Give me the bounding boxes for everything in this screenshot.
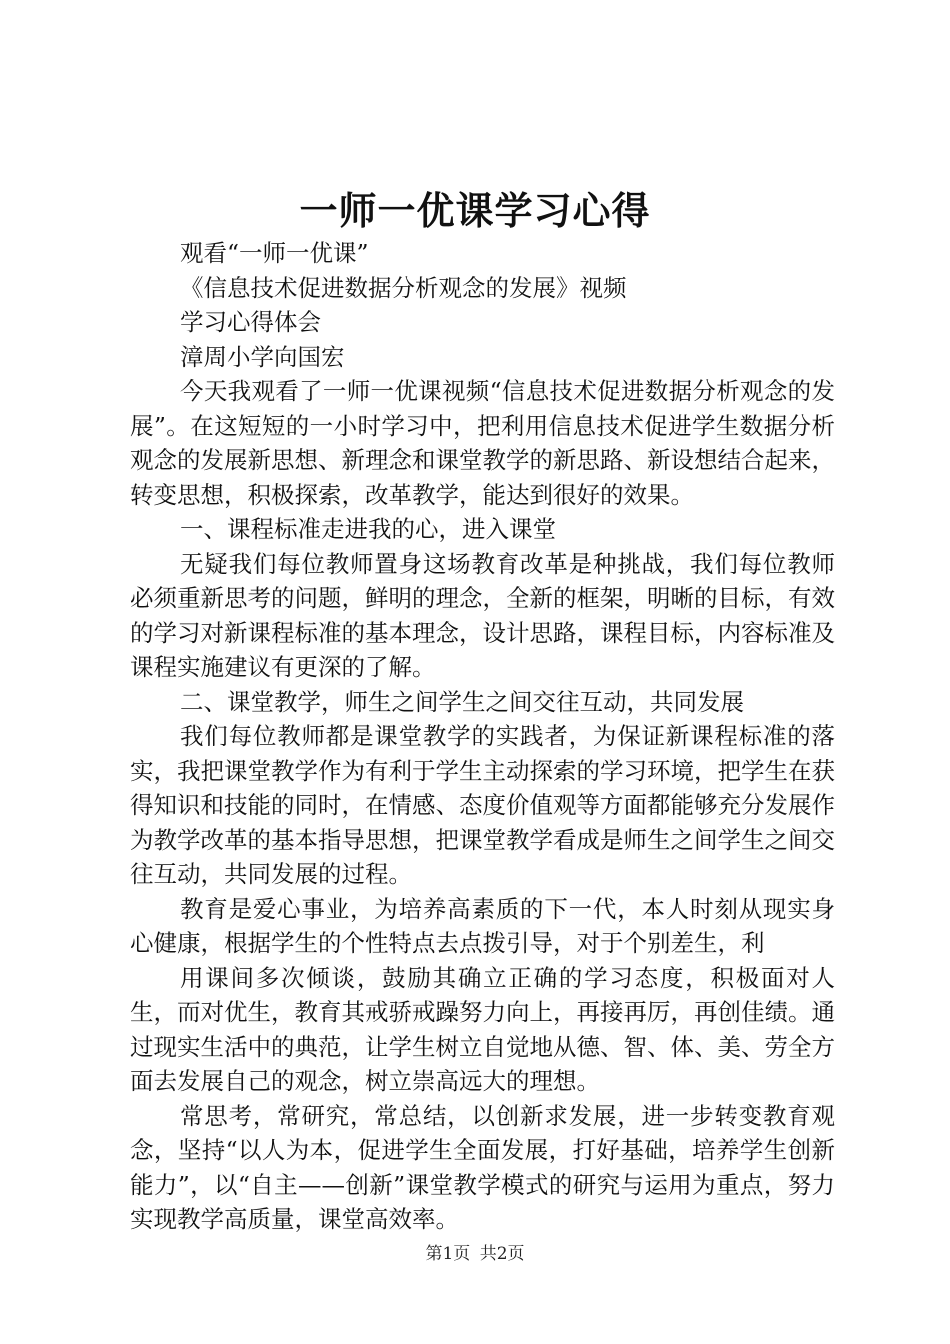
document-body xyxy=(130,236,835,1237)
section-heading-1: 一、课程标准走进我的心，进入课堂 xyxy=(180,515,556,543)
section-heading-2: 二、课堂教学，师生之间学生之间交往互动，共同发展 xyxy=(180,687,744,716)
document-title: 一师一优课学习心得 xyxy=(299,188,651,233)
page-number-total: 共2页 xyxy=(479,1244,525,1264)
author-line: 漳周小学向国宏 xyxy=(180,342,345,371)
body-paragraph: 无疑我们每位教师置身这场教育改革是种挑战，我们每位教师必须重新思考的问题，鲜明的理念，全新的框架，明晰的目标，有效的学习对新课程标准的基本理念，设计思路，课程目标，内容标准及课程实施建议有更深的了解。 xyxy=(130,549,835,681)
body-paragraph: 教育是爱心事业，为培养高素质的下一代，本人时刻从现实身心健康，根据学生的个性特点去点拨引导，对于个别差生，利 xyxy=(130,894,835,957)
intro-line-2: 《信息技术促进数据分析观念的发展》视频 xyxy=(180,273,627,302)
page-footer xyxy=(0,1241,950,1267)
intro-line-3: 学习心得体会 xyxy=(180,308,321,336)
page-number-current: 第1页 xyxy=(425,1244,471,1264)
body-paragraph: 常思考，常研究，常总结，以创新求发展，进一步转变教育观念，坚持“以人为本，促进学生全面发展，打好基础，培养学生创新能力”，以“自主——创新”课堂教学模式的研究与运用为重点，努力实现教学高质量，课堂高效率。 xyxy=(130,1101,835,1233)
body-paragraph: 用课间多次倾谈，鼓励其确立正确的学习态度，积极面对人生，而对优生，教育其戒骄戒躁努力向上，再接再厉，再创佳绩。通过现实生活中的典范，让学生树立自觉地从德、智、体、美、劳全方面去发展自己的观念，树立崇高远大的理想。 xyxy=(130,963,835,1095)
intro-line-1: 观看“一师一优课” xyxy=(180,239,369,267)
body-paragraph: 今天我观看了一师一优课视频“信息技术促进数据分析观念的发展”。在这短短的一小时学习中，把利用信息技术促进学生数据分析观念的发展新思想、新理念和课堂教学的新思路、新设想结合起来，转变思想，积极探索，改革教学，能达到很好的效果。 xyxy=(130,377,835,509)
body-paragraph: 我们每位教师都是课堂教学的实践者，为保证新课程标准的落实，我把课堂教学作为有利于学生主动探索的学习环境，把学生在获得知识和技能的同时，在情感、态度价值观等方面都能够充分发展作为教学改革的基本指导思想，把课堂教学看成是师生之间学生之间交往互动，共同发展的过程。 xyxy=(130,722,835,888)
